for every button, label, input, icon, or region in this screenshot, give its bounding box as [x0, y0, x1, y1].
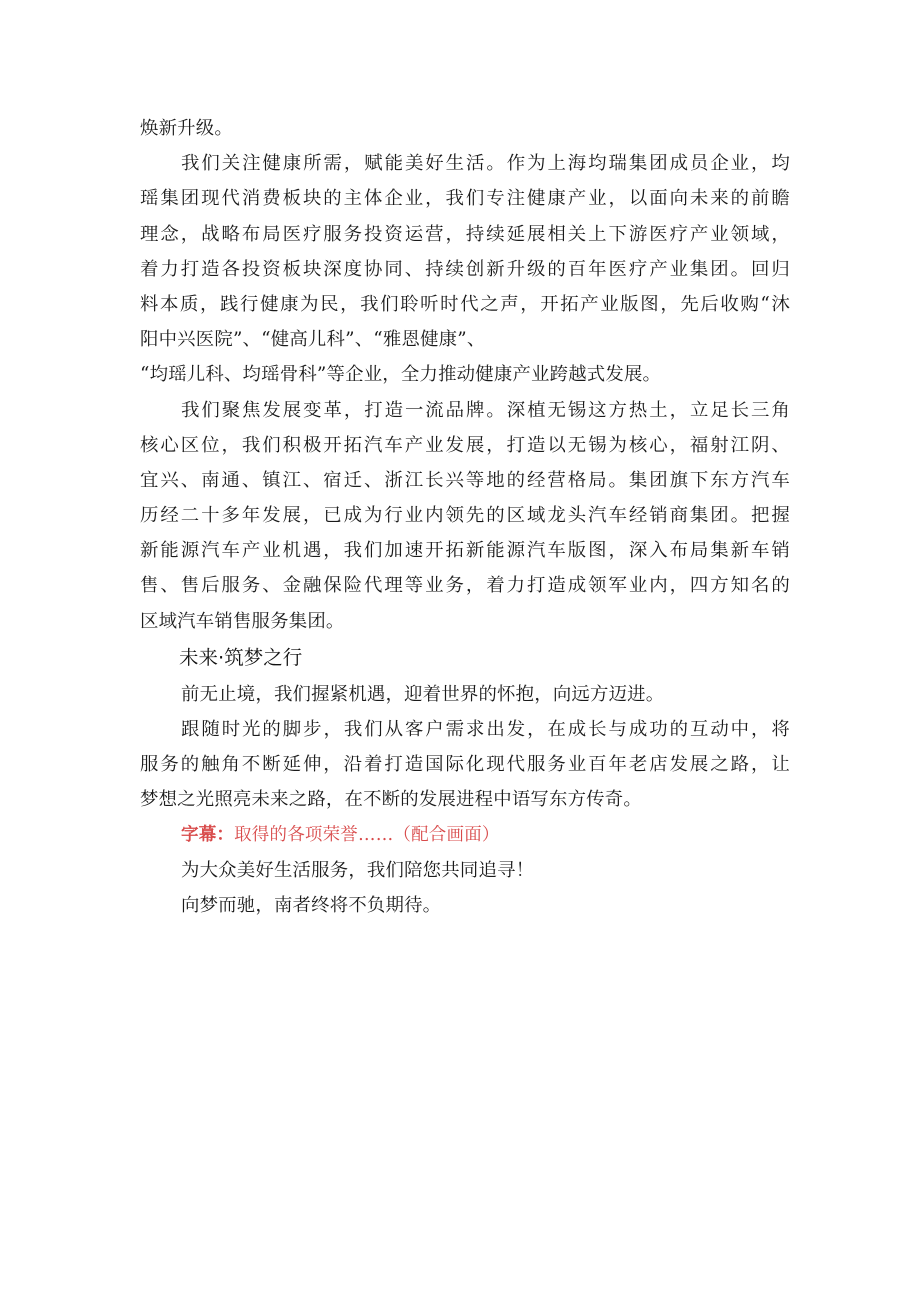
caption-text: 取得的各项荣誉……（配合画面） [234, 824, 500, 845]
text-line: 梦想之光照亮未来之路，在不断的发展进程中语写东方传奇。 [140, 789, 642, 811]
caption-label: 字幕： [181, 824, 235, 845]
text-line: 料本质，践行健康为民，我们聆听时代之声，开拓产业版图，先后收购“沐 [140, 293, 790, 315]
paragraph-future [140, 677, 790, 712]
text-line: 历经二十多年发展，已成为行业内领先的区域龙头汽车经销商集团。把握 [140, 505, 790, 527]
text-line: 我们聚焦发展变革，打造一流品牌。深植无锡这方热土，立足长三角 [181, 399, 790, 421]
text-line: 前无止境，我们握紧机遇，迎着世界的怀抱，向远方迈进。 [181, 683, 665, 705]
text-line: 区域汽车销售服务集团。 [140, 610, 345, 632]
subtitle-caption [140, 818, 790, 853]
text-line: 服务的触角不断延伸，沿着打造国际化现代服务业百年老店发展之路，让 [140, 754, 790, 776]
text-line: “均瑶儿科、均瑶骨科”等企业，全力推动健康产业跨越式发展。 [140, 364, 662, 386]
text-line: 宜兴、南通、镇江、宿迁、浙江长兴等地的经营格局。集团旗下东方汽车 [140, 469, 790, 491]
text-line: 新能源汽车产业机遇，我们加速开拓新能源汽车版图，深入布局集新车销 [140, 540, 790, 562]
paragraph-health [140, 146, 790, 392]
text-line: 跟随时光的脚步，我们从客户需求出发，在成长与成功的互动中，将 [181, 719, 790, 740]
text-line: 核心区位，我们积极开拓汽车产业发展，打造以无锡为核心，福射江阴、 [140, 434, 790, 456]
text-line: 瑶集团现代消费板块的主体企业，我们专注健康产业，以面向未来的前瞻 [140, 188, 790, 210]
paragraph-journey [140, 712, 790, 818]
text-line: 着力打造各投资板块深度协同、持续创新升级的百年医疗产业集团。回归 [140, 258, 790, 280]
paragraph-service [140, 853, 790, 888]
text-line: 售、售后服务、金融保险代理等业务，着力打造成领军业内，四方知名的 [140, 575, 790, 597]
text-line: 我们关注健康所需，赋能美好生活。作为上海均瑞集团成员企业，均 [181, 153, 790, 175]
document-body [140, 111, 790, 923]
text-line: 理念，战略布局医疗服务投资运营，持续延展相关上下游医疗产业领域， [140, 223, 790, 245]
text-line: 焕新升级。 [140, 118, 233, 139]
text-line: 向梦而驰，南者终将不负期待。 [181, 894, 442, 916]
paragraph-auto [140, 393, 790, 639]
paragraph-closing [140, 888, 790, 923]
section-heading: 未来·筑梦之行 [179, 645, 303, 669]
paragraph-intro-end [140, 111, 790, 146]
text-line: 为大众美好生活服务，我们陪您共同追寻！ [181, 859, 535, 881]
text-line: 阳中兴医院”、“健高儿科”、“雅恩健康”、 [140, 329, 486, 351]
